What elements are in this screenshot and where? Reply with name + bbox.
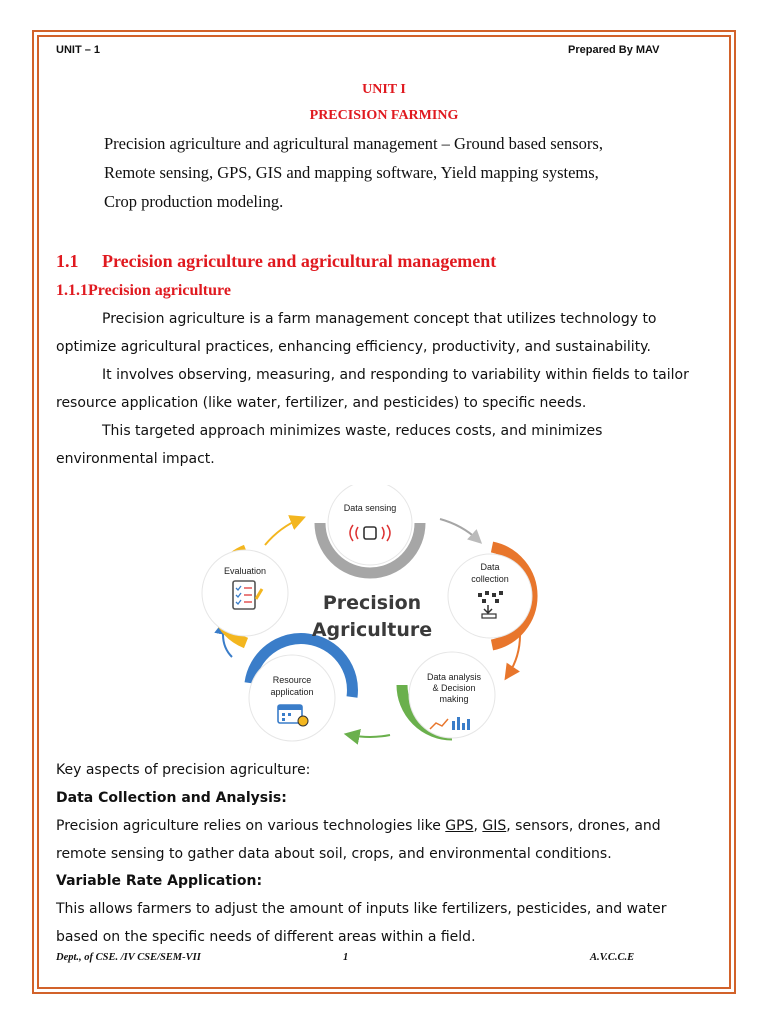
aspect-heading: Variable Rate Application: <box>56 873 263 889</box>
paragraph-line: Precision agriculture is a farm management concept that utilizes technology to <box>102 311 657 327</box>
section-title: Precision agriculture and agricultural management <box>102 251 497 271</box>
node-label: Data analysis <box>426 672 482 682</box>
paragraph-line: resource application (like water, fertilizer, and pesticides) to specific needs. <box>56 395 587 411</box>
arrow-connector <box>350 735 390 737</box>
node-label: Data <box>480 562 500 572</box>
unit-subtitle: PRECISION FARMING <box>309 108 459 123</box>
node-data-analysis <box>402 652 495 738</box>
intro-line: Crop production modeling. <box>104 192 284 211</box>
section-number: 1.1 <box>56 251 79 271</box>
gis-link[interactable]: GIS <box>482 818 507 834</box>
precision-agriculture-cycle-diagram <box>190 485 550 747</box>
footer-page-number: 1 <box>343 952 349 963</box>
header-prepared-by: Prepared By MAV <box>568 44 660 56</box>
aspect-heading: Data Collection and Analysis: <box>56 790 287 806</box>
intro-line: Precision agriculture and agricultural management – Ground based sensors, <box>104 134 603 153</box>
subsection-title: Precision agriculture <box>88 282 231 299</box>
node-label: & Decision <box>432 683 476 693</box>
node-label: Data sensing <box>343 503 397 513</box>
node-resource-application <box>249 639 352 741</box>
aspect-text-line: based on the specific needs of different areas within a field. <box>56 929 476 945</box>
paragraph-line: environmental impact. <box>56 451 215 467</box>
paragraph-line: This targeted approach minimizes waste, reduces costs, and minimizes <box>102 423 603 439</box>
footer-dept: Dept., of CSE. /IV CSE/SEM-VII <box>56 952 201 963</box>
aspect-text-line: This allows farmers to adjust the amount of inputs like fertilizers, pesticides, and water <box>56 901 667 917</box>
intro-line: Remote sensing, GPS, GIS and mapping software, Yield mapping systems, <box>104 163 599 182</box>
diagram-center-title: Precision <box>322 592 422 614</box>
node-label: Resource <box>272 675 312 685</box>
gps-link[interactable]: GPS <box>445 818 474 834</box>
node-label: collection <box>471 574 509 584</box>
aspect-text-line <box>56 818 661 834</box>
paragraph-line: optimize agricultural practices, enhancing efficiency, productivity, and sustainability. <box>56 339 651 355</box>
aspect-text-line: remote sensing to gather data about soil, crops, and environmental conditions. <box>56 846 612 862</box>
unit-title: UNIT I <box>362 82 406 97</box>
header-unit: UNIT – 1 <box>56 44 101 56</box>
aspect-text: , sensors, drones, and <box>506 818 661 834</box>
subsection-heading <box>56 282 231 300</box>
subsection-number: 1.1.1 <box>56 282 88 299</box>
arrow-connector <box>440 519 478 540</box>
node-label: making <box>439 694 469 704</box>
arrow-connector <box>265 519 300 545</box>
node-evaluation <box>202 550 288 643</box>
node-label: Evaluation <box>223 566 267 576</box>
node-label: application <box>270 687 314 697</box>
node-data-sensing <box>320 485 420 573</box>
footer-college: A.V.C.C.E <box>590 952 635 963</box>
node-data-collection <box>448 547 532 645</box>
aspect-text: Precision agriculture relies on various technologies like <box>56 818 446 834</box>
separator: , <box>473 818 483 834</box>
paragraph-line: It involves observing, measuring, and responding to variability within fields to tailor <box>102 367 689 383</box>
diagram-center-title: Agriculture <box>311 619 433 641</box>
key-aspects-intro: Key aspects of precision agriculture: <box>56 762 311 778</box>
section-heading <box>56 251 496 272</box>
